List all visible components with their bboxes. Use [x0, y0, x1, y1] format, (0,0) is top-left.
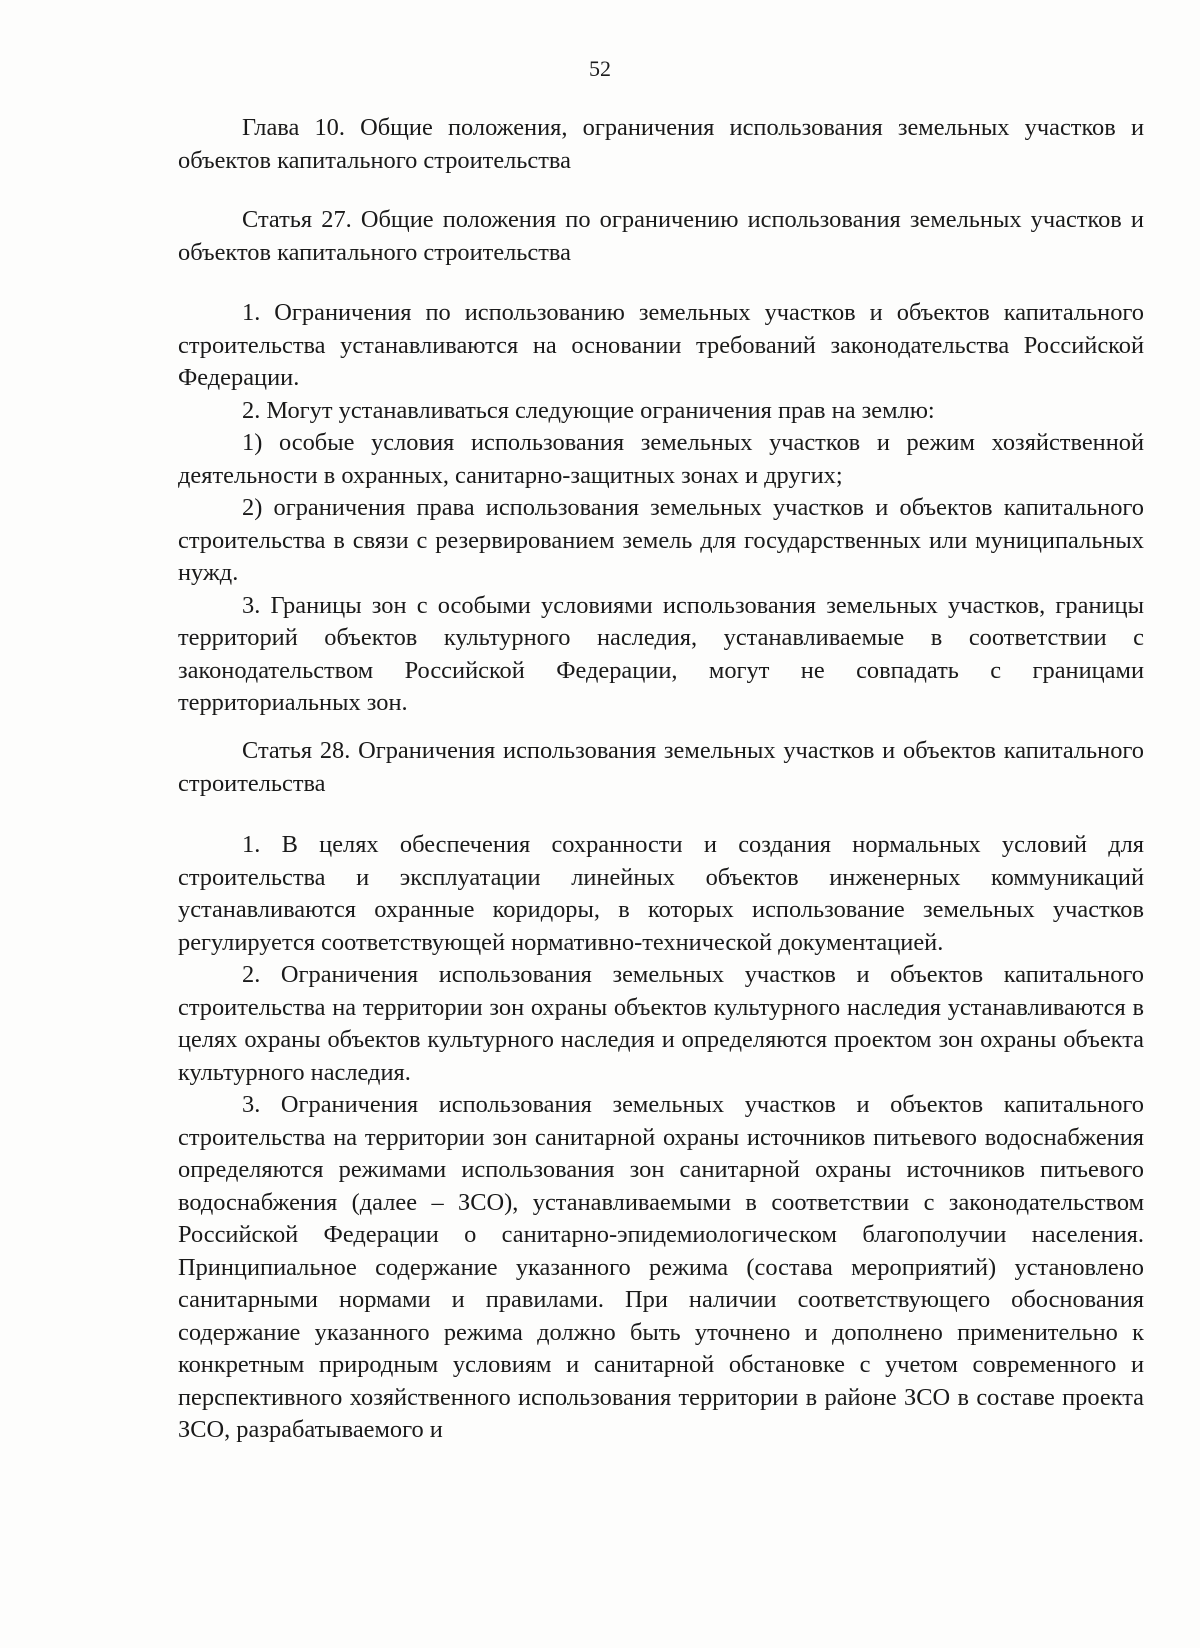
article-28-body	[178, 829, 1144, 1447]
article-27-heading-block	[178, 204, 1144, 269]
article-28-paragraph: 3. Ограничения использования земельных участков и объектов капитального строительства на территории зон санитарной охраны источников питьевого водоснабжения определяются режимами использования зон санитарной охраны источников питьевого водоснабжения (далее – ЗСО), устанавливаемыми в соответствии с законодательством Российской Федерации о санитарно-эпидемиологическом благополучии населения. Принципиальное содержание указанного режима (состава мероприятий) установлено санитарными нормами и правилами. При наличии соответствующего обоснования содержание указанного режима должно быть уточнено и дополнено применительно к конкретным природным условиям и санитарной обстановке с учетом современного и перспективного хозяйственного использования территории в районе ЗСО в составе проекта ЗСО, разрабатываемого и	[178, 1091, 1144, 1443]
article-27-list-item: 2) ограничения права использования земельных участков и объектов капитального строительства в связи с резервированием земель для государственных или муниципальных нужд.	[178, 494, 1144, 586]
article-27-paragraph: 2. Могут устанавливаться следующие ограничения прав на землю:	[242, 396, 935, 424]
page-number: 52	[589, 56, 611, 81]
article-27-paragraph: 3. Границы зон с особыми условиями использования земельных участков, границы территорий объектов культурного наследия, устанавливаемые в соответствии с законодательством Российской Федерации, могут не совпадать с границами территориальных зон.	[178, 591, 1144, 716]
article-27-heading: Статья 27. Общие положения по ограничению использования земельных участков и объектов капитального строительства	[178, 206, 1144, 266]
article-27-paragraph: 1. Ограничения по использованию земельных участков и объектов капитального строительства устанавливаются на основании требований законодательства Российской Федерации.	[178, 299, 1144, 391]
article-28-paragraph: 2. Ограничения использования земельных участков и объектов капитального строительства на территории зон охраны объектов культурного наследия устанавливаются в целях охраны объектов культурного наследия и определяются проектом зон охраны объекта культурного наследия.	[178, 961, 1144, 1086]
article-27-body	[178, 297, 1144, 720]
chapter-heading-block	[178, 112, 1144, 177]
article-28-paragraph: 1. В целях обеспечения сохранности и создания нормальных условий для строительства и эксплуатации линейных объектов инженерных коммуникаций устанавливаются охранные коридоры, в которых использование земельных участков регулируется соответствующей нормативно-технической документацией.	[178, 831, 1144, 956]
chapter-heading: Глава 10. Общие положения, ограничения использования земельных участков и объектов капитального строительства	[178, 114, 1144, 174]
article-28-heading-block	[178, 735, 1144, 800]
article-28-heading: Статья 28. Ограничения использования земельных участков и объектов капитального строительства	[178, 737, 1144, 797]
article-27-list-item: 1) особые условия использования земельных участков и режим хозяйственной деятельности в охранных, санитарно-защитных зонах и других;	[178, 429, 1144, 489]
